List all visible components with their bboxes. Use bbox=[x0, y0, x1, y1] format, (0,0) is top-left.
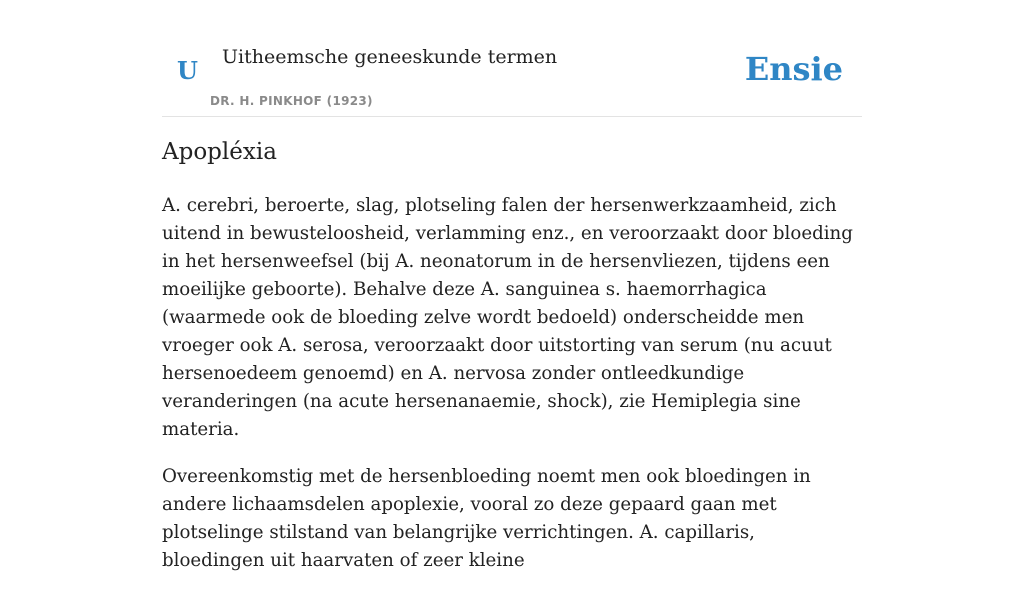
entry-content bbox=[162, 192, 862, 594]
brand-logo-link[interactable]: Ensie bbox=[744, 50, 843, 88]
entry-paragraph: A. cerebri, beroerte, slag, plotseling falen der hersenwerkzaamheid, zich uitend in bewusteloosheid, verlamming enz., en veroorzaakt door bloeding in het hersenweefsel (bij A. neonatorum in de hersenvliezen, tijdens een moeilijke geboorte). Behalve deze A. sanguinea s. haemorrhagica (waarmede ook de bloeding zelve wordt bedoeld) onderscheidde men vroeger ook A. serosa, veroorzaakt door uitstorting van serum (nu acuut hersenoedeem genoemd) en A. nervosa zonder ontleedkundige veranderingen (na acute hersenanaemie, shock), zie Hemiplegia sine materia. bbox=[162, 195, 853, 440]
entry-paragraph: Overeenkomstig met de hersenbloeding noemt men ook bloedingen in andere lichaamsdelen apoplexie, vooral zo deze gepaard gaan met plotselinge stilstand van belangrijke verrichtingen. A. capillaris, bloedingen uit haarvaten of zeer kleine bbox=[162, 466, 811, 571]
entry-title: Apopléxia bbox=[162, 139, 277, 165]
index-letter-link[interactable]: U bbox=[177, 56, 198, 85]
page-header bbox=[162, 0, 862, 117]
source-title-link[interactable]: Uitheemsche geneeskunde termen bbox=[222, 46, 558, 68]
source-author: DR. H. PINKHOF (1923) bbox=[210, 94, 373, 108]
